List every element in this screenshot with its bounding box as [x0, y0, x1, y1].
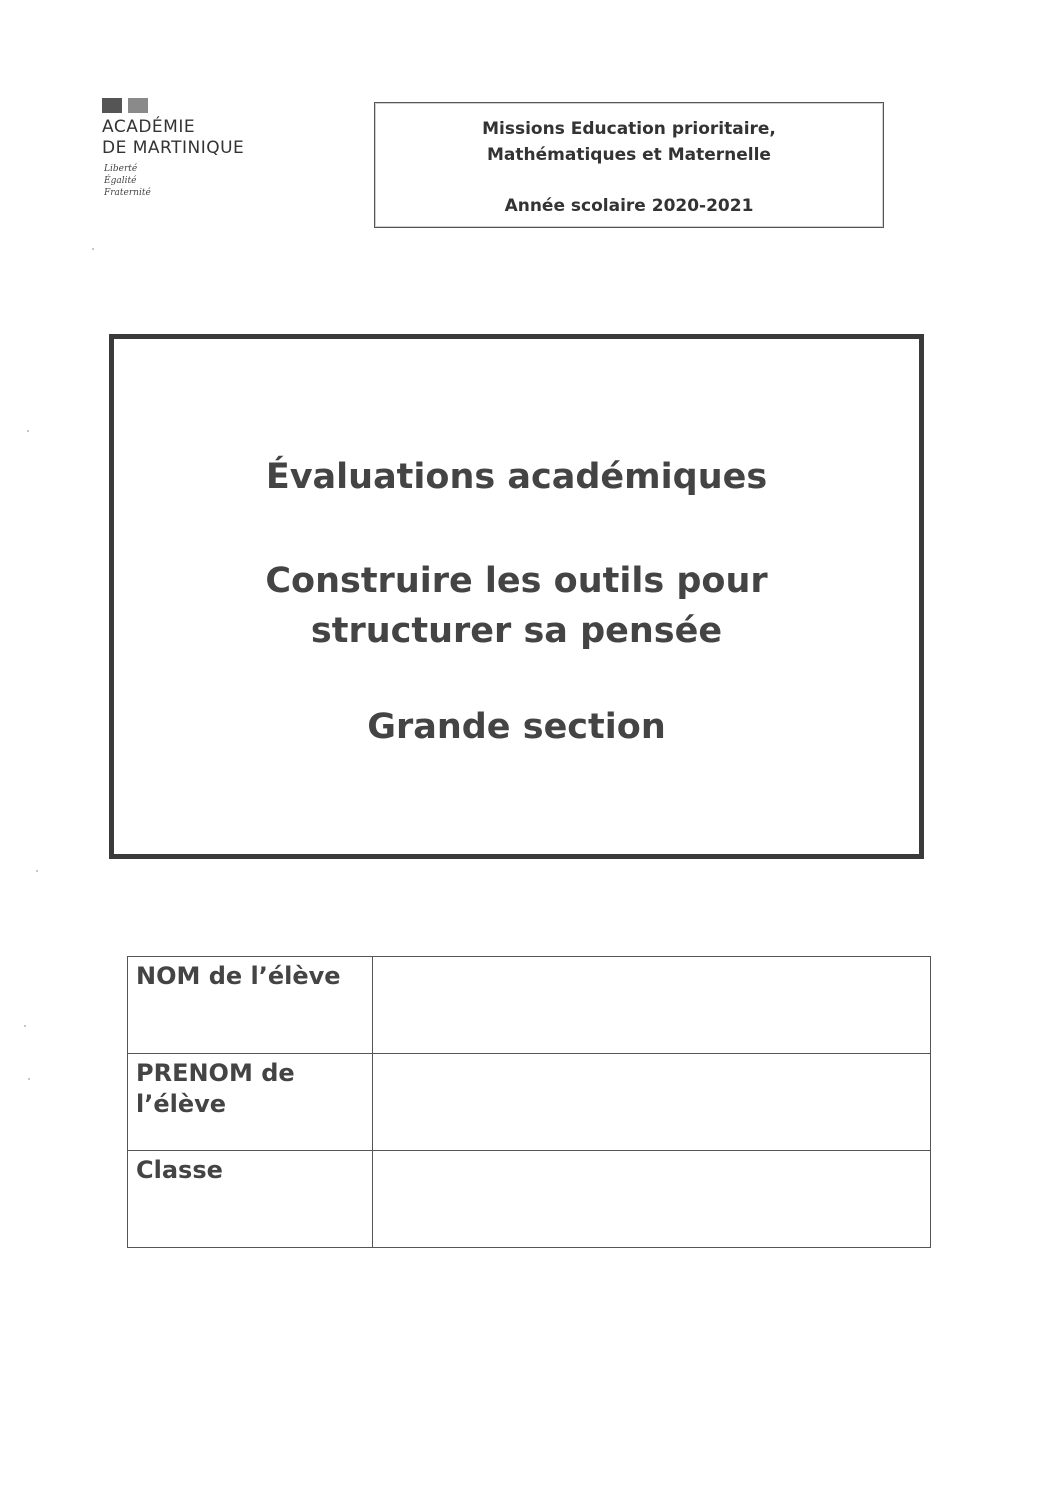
scan-speck [36, 870, 38, 872]
class-label: Classe [128, 1151, 373, 1248]
motto-fraternite: Fraternité [104, 188, 151, 198]
student-lastname-label: NOM de l’élève [128, 957, 373, 1054]
scan-speck [24, 1025, 26, 1027]
subtitle-line-1: Construire les outils pour [265, 561, 768, 601]
student-firstname-label: PRENOM de l’élève [128, 1054, 373, 1151]
missions-line-2: Mathématiques et Maternelle [487, 145, 771, 165]
student-lastname-field[interactable] [373, 957, 931, 1054]
scan-speck [92, 248, 94, 250]
motto [102, 163, 302, 199]
school-year: Année scolaire 2020-2021 [504, 196, 754, 216]
student-firstname-field[interactable] [373, 1054, 931, 1151]
subtitle-line-2: structurer sa pensée [310, 611, 723, 651]
table-row [128, 957, 931, 1054]
scan-speck [27, 430, 29, 432]
title-box [109, 334, 924, 859]
grade-level: Grande section [367, 707, 666, 747]
academy-logo [102, 98, 302, 199]
academy-name-line2: DE MARTINIQUE [102, 138, 245, 158]
scan-speck [28, 1078, 30, 1080]
academy-name-line1: ACADÉMIE [102, 117, 196, 137]
marianne-emblem-icon [102, 98, 302, 113]
missions-box [374, 102, 884, 228]
document-title: Évaluations académiques [265, 457, 768, 497]
motto-liberte: Liberté [104, 164, 138, 174]
table-row [128, 1054, 931, 1151]
document-subtitle [114, 556, 919, 656]
class-field[interactable] [373, 1151, 931, 1248]
student-info-table [127, 956, 931, 1248]
motto-egalite: Égalité [104, 176, 137, 186]
missions-line-1: Missions Education prioritaire, [482, 119, 776, 139]
table-row [128, 1151, 931, 1248]
